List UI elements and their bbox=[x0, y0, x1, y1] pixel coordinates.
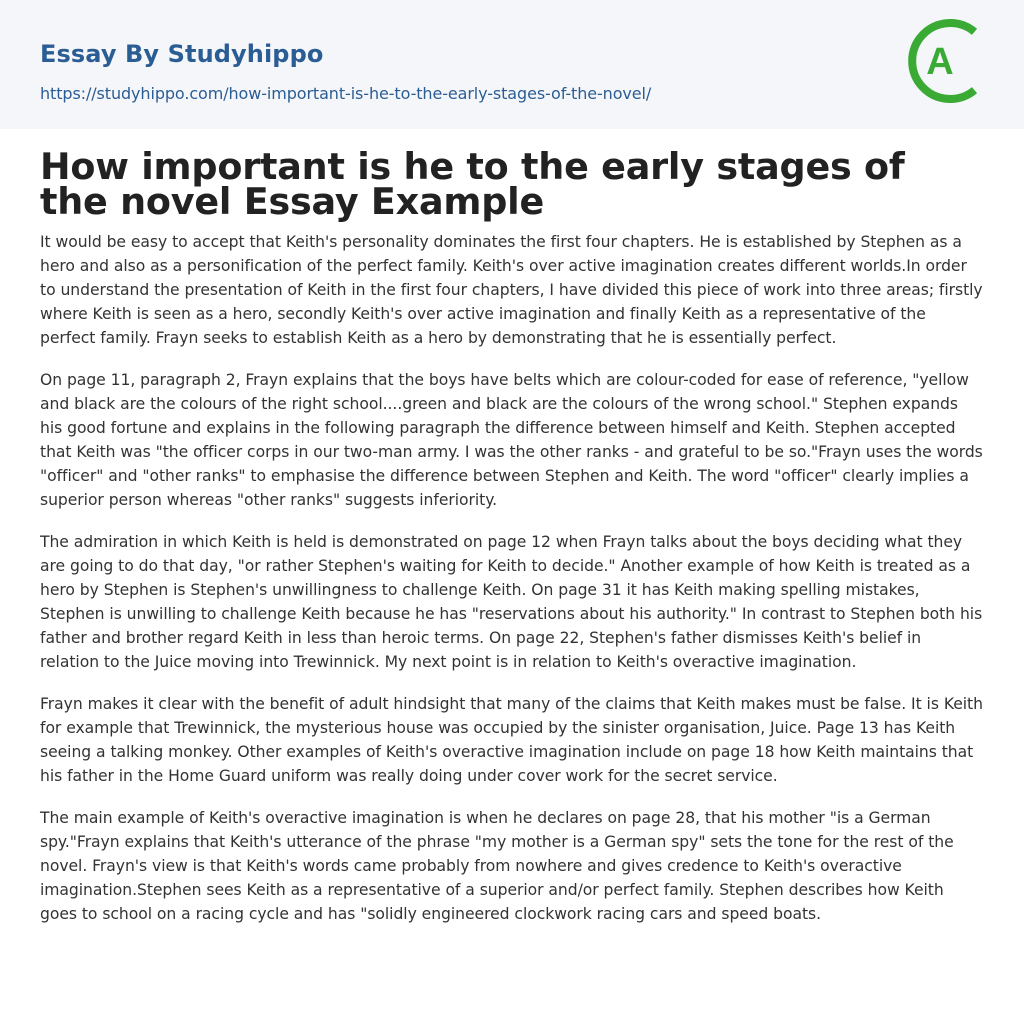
essay-content bbox=[0, 129, 1024, 926]
studyhippo-logo-icon[interactable] bbox=[904, 18, 990, 104]
site-header bbox=[0, 0, 1024, 129]
logo-letter: A bbox=[926, 41, 954, 83]
page-title: How important is he to the early stages of the novel Essay Example bbox=[40, 145, 905, 223]
source-url-link[interactable]: https://studyhippo.com/how-important-is-he-to-the-early-stages-of-the-novel/ bbox=[40, 84, 652, 103]
brand-name[interactable]: Essay By Studyhippo bbox=[40, 40, 324, 68]
essay-paragraph: The admiration in which Keith is held is demonstrated on page 12 when Frayn talks about the boys deciding what they are going to do that day, "or rather Stephen's waiting for Keith to decide." Another example of how Keith is treated as a hero by Stephen is Stephen's unwillingness to challenge Keith. On page 31 it has Keith making spelling mistakes, Stephen is unwilling to challenge Keith because he has "reservations about his authority." In contrast to Stephen both his father and brother regard Keith in less than heroic terms. On page 22, Stephen's father dismisses Keith's belief in relation to the Juice moving into Trewinnick. My next point is in relation to Keith's overactive imagination. bbox=[40, 533, 983, 671]
essay-paragraph: On page 11, paragraph 2, Frayn explains that the boys have belts which are colour-coded for ease of reference, "yellow and black are the colours of the right school....green and black are the colours of the wrong school." Stephen expands his good fortune and explains in the following paragraph the difference between himself and Keith. Stephen accepted that Keith was "the officer corps in our two-man army. I was the other ranks - and grateful to be so."Frayn uses the words "officer" and "other ranks" to emphasise the difference between Stephen and Keith. The word "officer" clearly implies a superior person whereas "other ranks" suggests inferiority. bbox=[40, 371, 983, 509]
essay-paragraph: The main example of Keith's overactive imagination is when he declares on page 28, that his mother "is a German spy."Frayn explains that Keith's utterance of the phrase "my mother is a German spy" sets the tone for the rest of the novel. Frayn's view is that Keith's words came probably from nowhere and gives credence to Keith's overactive imagination.Stephen sees Keith as a representative of a superior and/or perfect family. Stephen describes how Keith goes to school on a racing cycle and has "solidly engineered clockwork racing cars and speed boats. bbox=[40, 809, 954, 923]
essay-paragraph: It would be easy to accept that Keith's personality dominates the first four chapters. He is established by Stephen as a hero and also as a personification of the perfect family. Keith's over active imagination creates different worlds.In order to understand the presentation of Keith in the first four chapters, I have divided this piece of work into three areas; firstly where Keith is seen as a hero, secondly Keith's over active imagination and finally Keith as a representative of the perfect family. Frayn seeks to establish Keith as a hero by demonstrating that he is essentially perfect. bbox=[40, 233, 983, 347]
essay-paragraph: Frayn makes it clear with the benefit of adult hindsight that many of the claims that Keith makes must be false. It is Keith for example that Trewinnick, the mysterious house was occupied by the sinister organisation, Juice. Page 13 has Keith seeing a talking monkey. Other examples of Keith's overactive imagination include on page 18 how Keith maintains that his father in the Home Guard uniform was really doing under cover work for the secret service. bbox=[40, 695, 983, 785]
